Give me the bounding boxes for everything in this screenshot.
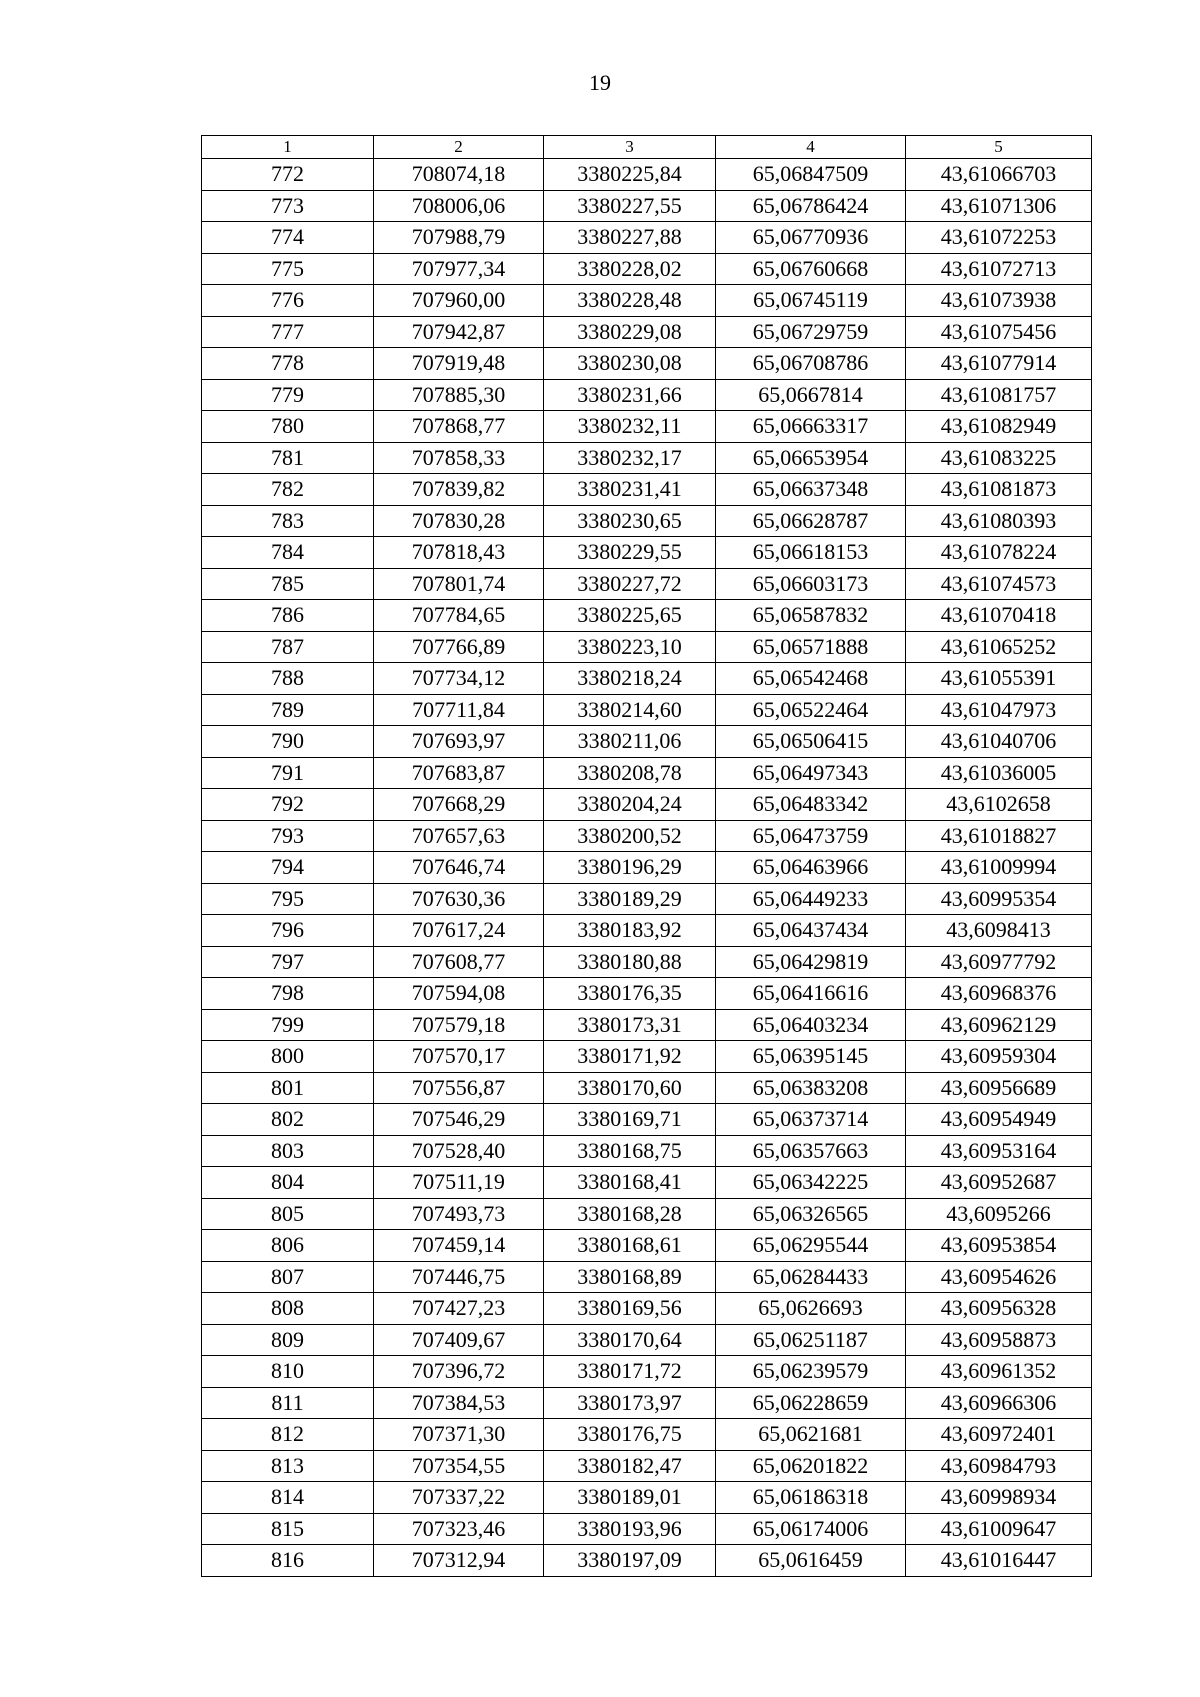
table-cell-col-3: 3380223,10: [544, 631, 716, 663]
table-cell-col-5: 43,61072253: [906, 222, 1092, 254]
table-cell-col-4: 65,06251187: [716, 1324, 906, 1356]
table-row: [202, 1293, 1092, 1325]
table-cell-col-5: 43,60972401: [906, 1419, 1092, 1451]
table-cell-col-2: 707337,22: [374, 1482, 544, 1514]
table-cell-col-3: 3380204,24: [544, 789, 716, 821]
table-cell-col-3: 3380227,88: [544, 222, 716, 254]
table-cell-col-5: 43,61081873: [906, 474, 1092, 506]
table-cell-col-5: 43,61040706: [906, 726, 1092, 758]
table-cell-col-2: 707885,30: [374, 379, 544, 411]
table-row: [202, 1545, 1092, 1577]
table-cell-col-1: 814: [202, 1482, 374, 1514]
table-cell-col-2: 707617,24: [374, 915, 544, 947]
table-cell-col-3: 3380180,88: [544, 946, 716, 978]
table-cell-col-2: 707693,97: [374, 726, 544, 758]
table-row: [202, 694, 1092, 726]
table-cell-col-1: 797: [202, 946, 374, 978]
table-cell-col-1: 813: [202, 1450, 374, 1482]
table-row: [202, 285, 1092, 317]
table-row: [202, 1450, 1092, 1482]
table-cell-col-1: 789: [202, 694, 374, 726]
table-cell-col-5: 43,6102658: [906, 789, 1092, 821]
table-cell-col-4: 65,06429819: [716, 946, 906, 978]
table-row: [202, 600, 1092, 632]
table-cell-col-5: 43,61083225: [906, 442, 1092, 474]
table-cell-col-3: 3380229,55: [544, 537, 716, 569]
table-cell-col-3: 3380168,89: [544, 1261, 716, 1293]
table-cell-col-2: 707594,08: [374, 978, 544, 1010]
table-cell-col-2: 707384,53: [374, 1387, 544, 1419]
table-row: [202, 474, 1092, 506]
table-row: [202, 852, 1092, 884]
table-cell-col-2: 707396,72: [374, 1356, 544, 1388]
table-row: [202, 915, 1092, 947]
table-cell-col-5: 43,60953854: [906, 1230, 1092, 1262]
table-cell-col-1: 785: [202, 568, 374, 600]
table-cell-col-3: 3380176,75: [544, 1419, 716, 1451]
table-row: [202, 537, 1092, 569]
table-cell-col-5: 43,60966306: [906, 1387, 1092, 1419]
table-cell-col-4: 65,06403234: [716, 1009, 906, 1041]
table-cell-col-3: 3380211,06: [544, 726, 716, 758]
table-row: [202, 1167, 1092, 1199]
header-cell-1: 1: [202, 136, 374, 159]
table-cell-col-5: 43,60961352: [906, 1356, 1092, 1388]
table-cell-col-5: 43,60956328: [906, 1293, 1092, 1325]
table-cell-col-1: 800: [202, 1041, 374, 1073]
table-cell-col-4: 65,06497343: [716, 757, 906, 789]
table-cell-col-4: 65,06449233: [716, 883, 906, 915]
table-cell-col-4: 65,06637348: [716, 474, 906, 506]
table-cell-col-5: 43,60954949: [906, 1104, 1092, 1136]
table-cell-col-1: 778: [202, 348, 374, 380]
table-cell-col-1: 787: [202, 631, 374, 663]
table-row: [202, 442, 1092, 474]
table-cell-col-2: 707323,46: [374, 1513, 544, 1545]
table-cell-col-5: 43,61077914: [906, 348, 1092, 380]
table-cell-col-4: 65,06760668: [716, 253, 906, 285]
table-cell-col-1: 772: [202, 159, 374, 191]
table-cell-col-3: 3380189,29: [544, 883, 716, 915]
table-cell-col-4: 65,0667814: [716, 379, 906, 411]
table-cell-col-5: 43,61009994: [906, 852, 1092, 884]
table-cell-col-1: 809: [202, 1324, 374, 1356]
table-row: [202, 1324, 1092, 1356]
table-cell-col-4: 65,06357663: [716, 1135, 906, 1167]
table-cell-col-4: 65,06571888: [716, 631, 906, 663]
table-cell-col-2: 707942,87: [374, 316, 544, 348]
table-cell-col-3: 3380170,60: [544, 1072, 716, 1104]
table-cell-col-2: 707818,43: [374, 537, 544, 569]
table-row: [202, 726, 1092, 758]
table-cell-col-3: 3380170,64: [544, 1324, 716, 1356]
table-cell-col-3: 3380182,47: [544, 1450, 716, 1482]
table-cell-col-1: 782: [202, 474, 374, 506]
table-cell-col-4: 65,06463966: [716, 852, 906, 884]
table-cell-col-1: 804: [202, 1167, 374, 1199]
table-row: [202, 946, 1092, 978]
table-cell-col-4: 65,06473759: [716, 820, 906, 852]
table-cell-col-4: 65,06395145: [716, 1041, 906, 1073]
table-cell-col-1: 779: [202, 379, 374, 411]
table-cell-col-4: 65,06628787: [716, 505, 906, 537]
table-cell-col-2: 707446,75: [374, 1261, 544, 1293]
table-cell-col-5: 43,61065252: [906, 631, 1092, 663]
table-cell-col-1: 783: [202, 505, 374, 537]
table-cell-col-4: 65,0626693: [716, 1293, 906, 1325]
table-cell-col-2: 707668,29: [374, 789, 544, 821]
table-cell-col-4: 65,06663317: [716, 411, 906, 443]
table-cell-col-1: 808: [202, 1293, 374, 1325]
table-cell-col-3: 3380169,71: [544, 1104, 716, 1136]
table-cell-col-2: 707427,23: [374, 1293, 544, 1325]
table-row: [202, 820, 1092, 852]
table-cell-col-4: 65,06228659: [716, 1387, 906, 1419]
table-row: [202, 348, 1092, 380]
table-cell-col-2: 707570,17: [374, 1041, 544, 1073]
table-cell-col-2: 707459,14: [374, 1230, 544, 1262]
table-cell-col-5: 43,6095266: [906, 1198, 1092, 1230]
table-cell-col-4: 65,06342225: [716, 1167, 906, 1199]
table-row: [202, 222, 1092, 254]
table-cell-col-3: 3380189,01: [544, 1482, 716, 1514]
table-body: [202, 159, 1092, 1577]
table-cell-col-1: 773: [202, 190, 374, 222]
table-row: [202, 663, 1092, 695]
table-row: [202, 1230, 1092, 1262]
table-cell-col-4: 65,06416616: [716, 978, 906, 1010]
table-cell-col-3: 3380168,41: [544, 1167, 716, 1199]
table-cell-col-1: 791: [202, 757, 374, 789]
table-cell-col-4: 65,06437434: [716, 915, 906, 947]
table-cell-col-4: 65,06383208: [716, 1072, 906, 1104]
table-cell-col-3: 3380229,08: [544, 316, 716, 348]
table-cell-col-2: 707734,12: [374, 663, 544, 695]
table-cell-col-3: 3380196,29: [544, 852, 716, 884]
table-cell-col-1: 795: [202, 883, 374, 915]
table-cell-col-2: 707683,87: [374, 757, 544, 789]
table-row: [202, 316, 1092, 348]
table-cell-col-3: 3380232,11: [544, 411, 716, 443]
table-cell-col-4: 65,06326565: [716, 1198, 906, 1230]
table-cell-col-5: 43,60962129: [906, 1009, 1092, 1041]
table-cell-col-4: 65,06284433: [716, 1261, 906, 1293]
table-cell-col-1: 792: [202, 789, 374, 821]
table-cell-col-3: 3380197,09: [544, 1545, 716, 1577]
table-cell-col-5: 43,61009647: [906, 1513, 1092, 1545]
table-cell-col-3: 3380225,65: [544, 600, 716, 632]
table-cell-col-4: 65,06745119: [716, 285, 906, 317]
table-cell-col-3: 3380171,72: [544, 1356, 716, 1388]
table-cell-col-2: 707960,00: [374, 285, 544, 317]
table-cell-col-1: 788: [202, 663, 374, 695]
table-cell-col-5: 43,61080393: [906, 505, 1092, 537]
table-cell-col-4: 65,06186318: [716, 1482, 906, 1514]
table-row: [202, 253, 1092, 285]
table-row: [202, 883, 1092, 915]
table-cell-col-1: 799: [202, 1009, 374, 1041]
table-cell-col-5: 43,6098413: [906, 915, 1092, 947]
table-row: [202, 505, 1092, 537]
table-cell-col-3: 3380228,02: [544, 253, 716, 285]
table-row: [202, 631, 1092, 663]
table-cell-col-3: 3380173,97: [544, 1387, 716, 1419]
table-cell-col-2: 707830,28: [374, 505, 544, 537]
table-row: [202, 1356, 1092, 1388]
table-cell-col-4: 65,06201822: [716, 1450, 906, 1482]
table-row: [202, 789, 1092, 821]
header-cell-3: 3: [544, 136, 716, 159]
table-cell-col-5: 43,60998934: [906, 1482, 1092, 1514]
table-cell-col-1: 812: [202, 1419, 374, 1451]
table-cell-col-3: 3380232,17: [544, 442, 716, 474]
table-cell-col-2: 707556,87: [374, 1072, 544, 1104]
table-cell-col-1: 774: [202, 222, 374, 254]
table-cell-col-5: 43,61036005: [906, 757, 1092, 789]
page-number: 19: [589, 70, 611, 95]
table-cell-col-2: 707493,73: [374, 1198, 544, 1230]
table-row: [202, 1009, 1092, 1041]
table-cell-col-4: 65,06522464: [716, 694, 906, 726]
table-cell-col-2: 707766,89: [374, 631, 544, 663]
table-cell-col-2: 707371,30: [374, 1419, 544, 1451]
table-cell-col-1: 794: [202, 852, 374, 884]
table-cell-col-3: 3380168,75: [544, 1135, 716, 1167]
table-row: [202, 1198, 1092, 1230]
table-cell-col-3: 3380173,31: [544, 1009, 716, 1041]
table-row: [202, 1041, 1092, 1073]
table-cell-col-2: 707711,84: [374, 694, 544, 726]
table-cell-col-4: 65,06587832: [716, 600, 906, 632]
table-cell-col-3: 3380227,72: [544, 568, 716, 600]
table-cell-col-5: 43,61075456: [906, 316, 1092, 348]
table-cell-col-4: 65,06239579: [716, 1356, 906, 1388]
header-cell-2: 2: [374, 136, 544, 159]
table-cell-col-1: 805: [202, 1198, 374, 1230]
table-cell-col-5: 43,61081757: [906, 379, 1092, 411]
table-cell-col-1: 803: [202, 1135, 374, 1167]
table-row: [202, 411, 1092, 443]
table-row: [202, 379, 1092, 411]
table-cell-col-4: 65,06618153: [716, 537, 906, 569]
table-cell-col-5: 43,61082949: [906, 411, 1092, 443]
table-cell-col-3: 3380169,56: [544, 1293, 716, 1325]
table-cell-col-1: 780: [202, 411, 374, 443]
header-cell-5: 5: [906, 136, 1092, 159]
table-cell-col-1: 777: [202, 316, 374, 348]
table-cell-col-4: 65,0621681: [716, 1419, 906, 1451]
table-cell-col-5: 43,61070418: [906, 600, 1092, 632]
table-cell-col-1: 815: [202, 1513, 374, 1545]
table-cell-col-2: 707657,63: [374, 820, 544, 852]
table-row: [202, 1072, 1092, 1104]
table-cell-col-2: 707630,36: [374, 883, 544, 915]
table-cell-col-2: 707608,77: [374, 946, 544, 978]
table-cell-col-1: 784: [202, 537, 374, 569]
table-cell-col-1: 807: [202, 1261, 374, 1293]
table-row: [202, 568, 1092, 600]
table-cell-col-5: 43,60984793: [906, 1450, 1092, 1482]
table-cell-col-2: 707784,65: [374, 600, 544, 632]
table-cell-col-2: 708006,06: [374, 190, 544, 222]
table-cell-col-5: 43,60968376: [906, 978, 1092, 1010]
table-cell-col-1: 802: [202, 1104, 374, 1136]
table-row: [202, 1261, 1092, 1293]
table-cell-col-3: 3380225,84: [544, 159, 716, 191]
table-cell-col-3: 3380171,92: [544, 1041, 716, 1073]
table-cell-col-3: 3380214,60: [544, 694, 716, 726]
table-cell-col-5: 43,61073938: [906, 285, 1092, 317]
table-cell-col-5: 43,61066703: [906, 159, 1092, 191]
table-cell-col-3: 3380230,08: [544, 348, 716, 380]
table-cell-col-1: 781: [202, 442, 374, 474]
table-cell-col-5: 43,61047973: [906, 694, 1092, 726]
table-cell-col-3: 3380218,24: [544, 663, 716, 695]
table-cell-col-2: 707579,18: [374, 1009, 544, 1041]
table-cell-col-1: 796: [202, 915, 374, 947]
table-cell-col-3: 3380176,35: [544, 978, 716, 1010]
table-row: [202, 757, 1092, 789]
table-row: [202, 1387, 1092, 1419]
table-cell-col-3: 3380231,41: [544, 474, 716, 506]
table-row: [202, 1513, 1092, 1545]
table-cell-col-1: 776: [202, 285, 374, 317]
table-cell-col-1: 811: [202, 1387, 374, 1419]
table-cell-col-2: 708074,18: [374, 159, 544, 191]
table-cell-col-2: 707801,74: [374, 568, 544, 600]
table-cell-col-2: 707839,82: [374, 474, 544, 506]
table-row: [202, 159, 1092, 191]
table-cell-col-1: 790: [202, 726, 374, 758]
table-cell-col-2: 707919,48: [374, 348, 544, 380]
table-row: [202, 1419, 1092, 1451]
table-cell-col-4: 65,0616459: [716, 1545, 906, 1577]
table-header: [202, 136, 1092, 159]
table-row: [202, 1135, 1092, 1167]
table-cell-col-5: 43,60995354: [906, 883, 1092, 915]
table-cell-col-3: 3380200,52: [544, 820, 716, 852]
table-cell-col-2: 707868,77: [374, 411, 544, 443]
table-cell-col-5: 43,61078224: [906, 537, 1092, 569]
coordinates-table: [201, 135, 1092, 1577]
table-cell-col-1: 786: [202, 600, 374, 632]
table-cell-col-1: 793: [202, 820, 374, 852]
table-row: [202, 190, 1092, 222]
table-cell-col-5: 43,60977792: [906, 946, 1092, 978]
table-cell-col-5: 43,60959304: [906, 1041, 1092, 1073]
table-cell-col-3: 3380208,78: [544, 757, 716, 789]
table-cell-col-4: 65,06295544: [716, 1230, 906, 1262]
table-cell-col-1: 798: [202, 978, 374, 1010]
table-cell-col-2: 707858,33: [374, 442, 544, 474]
table-cell-col-2: 707528,40: [374, 1135, 544, 1167]
table-cell-col-1: 801: [202, 1072, 374, 1104]
table-cell-col-5: 43,61074573: [906, 568, 1092, 600]
table-cell-col-5: 43,60958873: [906, 1324, 1092, 1356]
table-cell-col-5: 43,60954626: [906, 1261, 1092, 1293]
table-cell-col-4: 65,06770936: [716, 222, 906, 254]
table-cell-col-1: 810: [202, 1356, 374, 1388]
table-cell-col-4: 65,06847509: [716, 159, 906, 191]
table-cell-col-5: 43,60956689: [906, 1072, 1092, 1104]
table-cell-col-2: 707646,74: [374, 852, 544, 884]
table-cell-col-2: 707409,67: [374, 1324, 544, 1356]
table-cell-col-4: 65,06373714: [716, 1104, 906, 1136]
table-cell-col-2: 707977,34: [374, 253, 544, 285]
header-cell-4: 4: [716, 136, 906, 159]
table-cell-col-1: 806: [202, 1230, 374, 1262]
table-cell-col-3: 3380183,92: [544, 915, 716, 947]
table-cell-col-3: 3380230,65: [544, 505, 716, 537]
table-cell-col-5: 43,61055391: [906, 663, 1092, 695]
table-cell-col-3: 3380228,48: [544, 285, 716, 317]
table-cell-col-4: 65,06708786: [716, 348, 906, 380]
table-cell-col-2: 707546,29: [374, 1104, 544, 1136]
table-cell-col-3: 3380231,66: [544, 379, 716, 411]
table-cell-col-5: 43,61016447: [906, 1545, 1092, 1577]
table-cell-col-1: 775: [202, 253, 374, 285]
table-row: [202, 1482, 1092, 1514]
table-cell-col-4: 65,06542468: [716, 663, 906, 695]
table-cell-col-5: 43,61018827: [906, 820, 1092, 852]
table-cell-col-5: 43,61071306: [906, 190, 1092, 222]
table-cell-col-5: 43,60953164: [906, 1135, 1092, 1167]
table-cell-col-4: 65,06174006: [716, 1513, 906, 1545]
table-cell-col-3: 3380227,55: [544, 190, 716, 222]
table-cell-col-3: 3380168,61: [544, 1230, 716, 1262]
table-cell-col-3: 3380168,28: [544, 1198, 716, 1230]
table-cell-col-4: 65,06603173: [716, 568, 906, 600]
table-row: [202, 978, 1092, 1010]
table-cell-col-4: 65,06786424: [716, 190, 906, 222]
table-cell-col-2: 707511,19: [374, 1167, 544, 1199]
table-cell-col-4: 65,06729759: [716, 316, 906, 348]
table-cell-col-5: 43,61072713: [906, 253, 1092, 285]
table-cell-col-4: 65,06483342: [716, 789, 906, 821]
table-cell-col-2: 707988,79: [374, 222, 544, 254]
table-cell-col-3: 3380193,96: [544, 1513, 716, 1545]
table-cell-col-4: 65,06506415: [716, 726, 906, 758]
table-cell-col-2: 707354,55: [374, 1450, 544, 1482]
header-row: [202, 136, 1092, 159]
table-cell-col-4: 65,06653954: [716, 442, 906, 474]
table-row: [202, 1104, 1092, 1136]
table-cell-col-2: 707312,94: [374, 1545, 544, 1577]
table-cell-col-5: 43,60952687: [906, 1167, 1092, 1199]
table-cell-col-1: 816: [202, 1545, 374, 1577]
